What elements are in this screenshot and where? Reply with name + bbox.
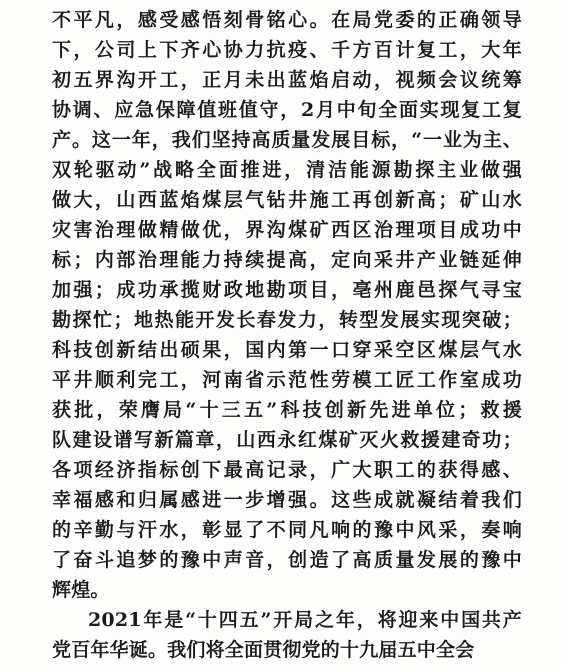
- text-line: 双轮驱动”战略全面推进，清洁能源勘探主业做强: [52, 159, 522, 181]
- text-line: 了奋斗追梦的豫中声音，创造了高质量发展的豫中: [52, 549, 522, 571]
- text-line: 2021年是“十四五”开局之年，将迎来中国共产: [88, 609, 522, 631]
- text-line: 勘探忙；地热能开发长春发力，转型发展实现突破；: [52, 309, 522, 331]
- text-line: 幸福感和归属感进一步增强。这些成就凝结着我们: [52, 489, 522, 511]
- text-line: 不平凡，感受感悟刻骨铭心。在局党委的正确领导: [52, 9, 522, 31]
- text-line: 队建设谱写新篇章，山西永红煤矿灭火救援建奇功；: [52, 429, 522, 451]
- text-line: 初五界沟开工，正月未出蓝焰启动，视频会议统筹: [52, 69, 522, 91]
- text-line: 各项经济指标创下最高记录，广大职工的获得感、: [52, 459, 522, 481]
- text-line: 协调、应急保障值班值守，2月中旬全面实现复工复: [52, 99, 522, 121]
- text-line: 党百年华诞。我们将全面贯彻党的十九届五中全会: [52, 639, 475, 661]
- text-line: 下，公司上下齐心协力抗疫、千方百计复工，大年: [52, 39, 522, 61]
- text-line: 产。这一年，我们坚持高质量发展目标，“一业为主、: [52, 129, 522, 151]
- text-line: 获批，荣膺局“十三五”科技创新先进单位；救援: [52, 399, 522, 421]
- text-line: 做大，山西蓝焰煤层气钻井施工再创新高；矿山水: [52, 189, 522, 211]
- text-line: 的辛勤与汗水，彰显了不同凡响的豫中风采，奏响: [52, 519, 522, 541]
- text-line: 灾害治理做精做优，界沟煤矿西区治理项目成功中: [52, 219, 522, 241]
- text-line: 标；内部治理能力持续提高，定向采井产业链延伸: [52, 249, 522, 271]
- text-line: 平井顺利完工，河南省示范性劳模工匠工作室成功: [52, 369, 522, 391]
- text-line: 加强；成功承揽财政地勘项目，亳州鹿邑探气寻宝: [52, 279, 522, 301]
- text-line: 科技创新结出硕果，国内第一口穿采空区煤层气水: [52, 339, 522, 361]
- text-line: 辉煌。: [52, 579, 110, 601]
